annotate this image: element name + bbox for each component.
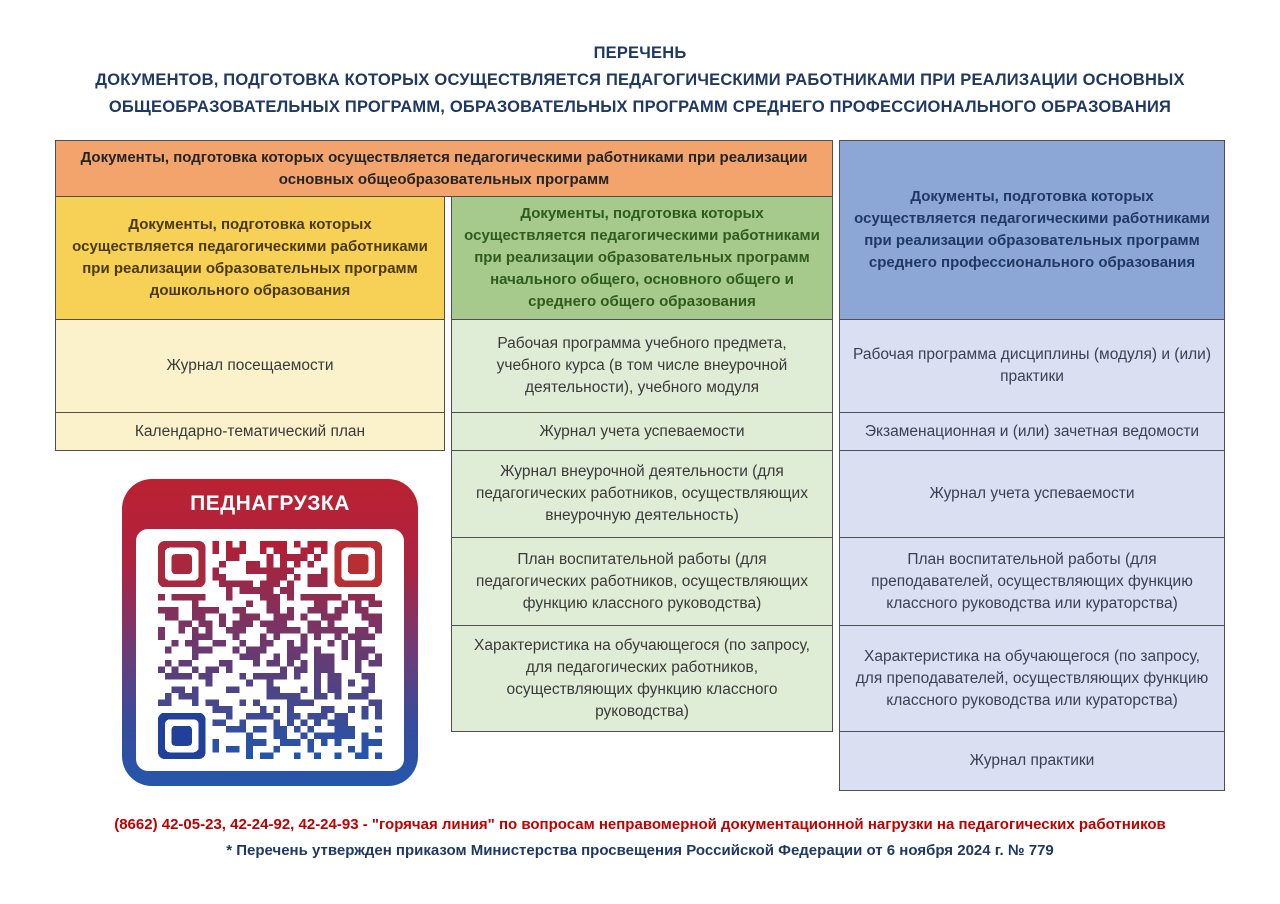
table-cell-school-student-reference: Характеристика на обучающегося (по запросу, для педагогических работников, осуществляющих функцию классного руководства) [451, 626, 833, 732]
table-cell-spo-student-reference: Характеристика на обучающегося (по запросу, для преподавателей, осуществляющих функцию классного руководства или кураторства) [839, 626, 1225, 732]
header-general-education-group: Документы, подготовка которых осуществляется педагогическими работниками при реализации основных общеобразовательных программ [55, 140, 833, 197]
table-cell-school-education-plan: План воспитательной работы (для педагогических работников, осуществляющих функцию классного руководства) [451, 538, 833, 626]
qr-code-panel [136, 529, 404, 771]
table-cell-spo-practice-journal: Журнал практики [839, 732, 1225, 791]
table-cell-school-work-program: Рабочая программа учебного предмета, учебного курса (в том числе внеурочной деятельности), учебного модуля [451, 320, 833, 413]
header-general-school-column: Документы, подготовка которых осуществляется педагогическими работниками при реализации образовательных программ начального общего, основного общего и среднего общего образования [451, 197, 833, 320]
title-line-1: ПЕРЕЧЕНЬ [593, 44, 687, 62]
pednagruzka-qr-badge [122, 479, 418, 786]
order-note-text: * Перечень утвержден приказом Министерства просвещения Российской Федерации от 6 ноября 2024 г. № 779 [226, 842, 1054, 859]
table-cell-school-extracurricular-journal: Журнал внеурочной деятельности (для педагогических работников, осуществляющих внеурочную деятельность) [451, 451, 833, 538]
title-line-3: ОБЩЕОБРАЗОВАТЕЛЬНЫХ ПРОГРАММ, ОБРАЗОВАТЕЛЬНЫХ ПРОГРАММ СРЕДНЕГО ПРОФЕССИОНАЛЬНОГО ОБРАЗОВАНИЯ [108, 98, 1172, 116]
hotline-text: (8662) 42-05-23, 42-24-92, 42-24-93 - "горячая линия" по вопросам неправомерной документационной нагрузки на педагогических работников [114, 816, 1166, 833]
table-cell-preschool-attendance-journal: Журнал посещаемости [55, 320, 445, 413]
header-preschool-column: Документы, подготовка которых осуществляется педагогическими работниками при реализации образовательных программ дошкольного образования [55, 197, 445, 320]
table-cell-school-grades-journal: Журнал учета успеваемости [451, 413, 833, 451]
qr-badge-title: ПЕДНАГРУЗКА [190, 492, 350, 515]
document-title [0, 40, 1280, 121]
table-cell-spo-exam-sheet: Экзаменационная и (или) зачетная ведомости [839, 413, 1225, 451]
table-cell-spo-grades-journal: Журнал учета успеваемости [839, 451, 1225, 538]
table-cell-spo-education-plan: План воспитательной работы (для преподавателей, осуществляющих функцию классного руководства или кураторства) [839, 538, 1225, 626]
title-line-2: ДОКУМЕНТОВ, ПОДГОТОВКА КОТОРЫХ ОСУЩЕСТВЛЯЕТСЯ ПЕДАГОГИЧЕСКИМИ РАБОТНИКАМИ ПРИ РЕАЛИЗАЦИИ ОСНОВНЫХ [95, 71, 1185, 89]
footer [0, 812, 1280, 864]
qr-code-icon [158, 541, 382, 759]
header-spo-column: Документы, подготовка которых осуществляется педагогическими работниками при реализации образовательных программ среднего профессионального образования [839, 140, 1225, 320]
table-cell-spo-work-program: Рабочая программа дисциплины (модуля) и (или) практики [839, 320, 1225, 413]
table-cell-preschool-calendar-plan: Календарно-тематический план [55, 413, 445, 451]
